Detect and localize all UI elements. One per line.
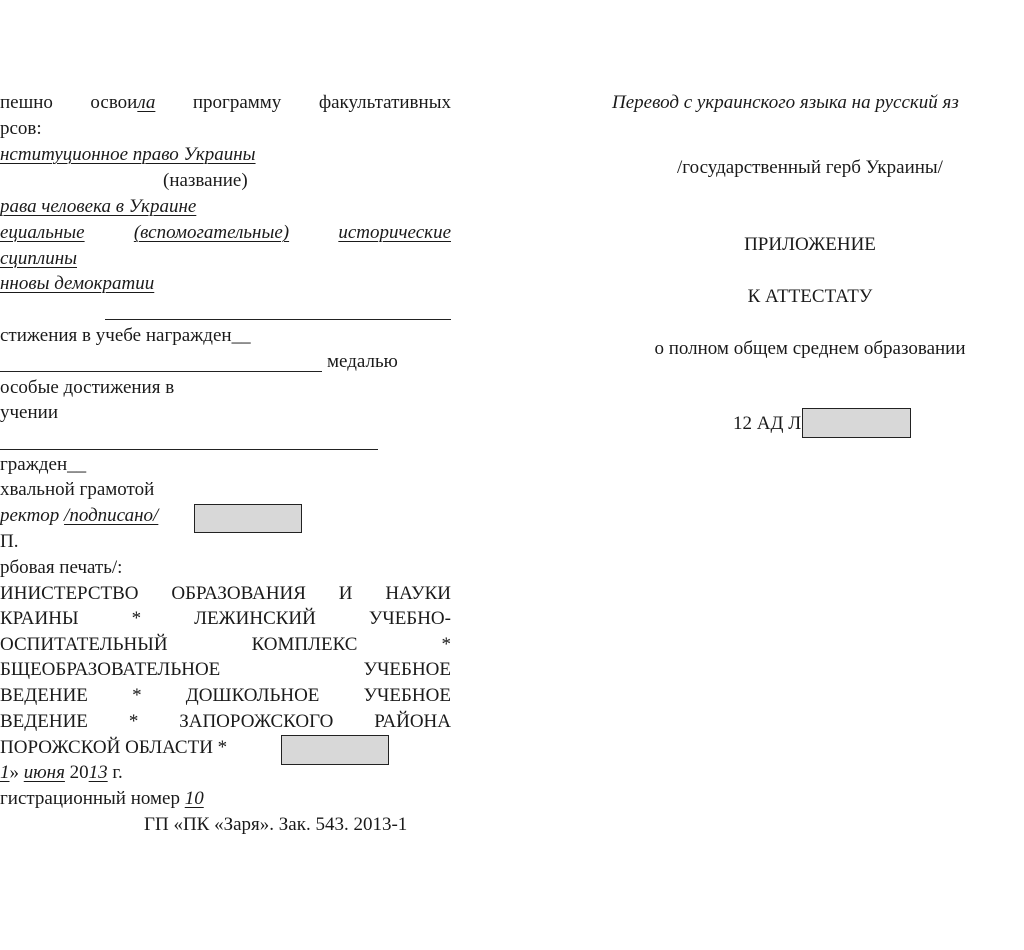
achievement-line: стижения в учебе награжден__ bbox=[0, 325, 251, 346]
series-number: 12 АД Л bbox=[733, 413, 802, 434]
redacted-series-number bbox=[802, 408, 911, 438]
seal-line: КРАИНЫ * ЛЕЖИНСКИЙ УЧЕБНО- bbox=[0, 608, 451, 629]
document-title-2: К АТТЕСТАТУ bbox=[747, 286, 873, 307]
seal-last-line: ПОРОЖСКОЙ ОБЛАСТИ * bbox=[0, 737, 228, 758]
registration-number: 10 bbox=[184, 788, 204, 809]
special-line-1: особые достижения в bbox=[0, 377, 175, 398]
director-signed: /подписано/ bbox=[64, 505, 159, 526]
course-1: нституционное право Украины bbox=[0, 144, 256, 165]
medal-blank-line bbox=[0, 371, 322, 372]
awarded-line: гражден__ bbox=[0, 454, 87, 475]
seal-label: рбовая печать/: bbox=[0, 557, 123, 578]
courses-label: рсов: bbox=[0, 118, 42, 139]
intro-word-mastered: освоила bbox=[90, 92, 156, 113]
seal-line: ИНИСТЕРСТВО ОБРАЗОВАНИЯ И НАУКИ bbox=[0, 583, 451, 604]
printer-imprint: ГП «ПК «Заря». Зак. 543. 2013-1 bbox=[144, 814, 408, 835]
intro-word: факультативных bbox=[318, 92, 451, 113]
seal-line: ВЕДЕНИЕ * ДОШКОЛЬНОЕ УЧЕБНОЕ bbox=[0, 685, 451, 706]
registration-line: гистрационный номер 10 bbox=[0, 788, 204, 809]
course-3-line2: сциплины bbox=[0, 248, 78, 269]
certificate-line: хвальной грамотой bbox=[0, 479, 155, 500]
seal-line: ВЕДЕНИЕ * ЗАПОРОЖСКОГО РАЙОНА bbox=[0, 711, 451, 732]
blank-line bbox=[105, 319, 451, 320]
redacted-seal-code bbox=[281, 735, 389, 765]
medal-label: медалью bbox=[327, 351, 398, 372]
special-line-2: учении bbox=[0, 402, 58, 423]
document-subtitle: о полном общем среднем образовании bbox=[654, 338, 966, 359]
course-3-line1: ециальные (вспомогательные) исторические bbox=[0, 222, 451, 243]
blank-line bbox=[0, 449, 378, 450]
director-line bbox=[0, 505, 158, 527]
intro-word: пешно bbox=[0, 92, 53, 113]
seal-line: ОСПИТАТЕЛЬНЫЙ КОМПЛЕКС * bbox=[0, 634, 451, 655]
course-4: нновы демократии bbox=[0, 273, 155, 294]
course-2: рава человека в Украине bbox=[0, 196, 197, 217]
intro-line bbox=[0, 92, 451, 114]
name-caption: (название) bbox=[163, 170, 248, 191]
redacted-signature bbox=[194, 504, 302, 533]
mp-line: П. bbox=[0, 531, 19, 552]
director-label: ректор bbox=[0, 505, 60, 526]
intro-word: программу bbox=[192, 92, 282, 113]
translation-note: Перевод с украинского языка на русский яз bbox=[612, 92, 959, 113]
document-title-1: ПРИЛОЖЕНИЕ bbox=[744, 234, 876, 255]
seal-line: БЩЕОБРАЗОВАТЕЛЬНОЕ УЧЕБНОЕ bbox=[0, 659, 451, 680]
date-line: 1» июня 2013 г. bbox=[0, 762, 123, 783]
coat-of-arms-note: /государственный герб Украины/ bbox=[677, 157, 943, 178]
